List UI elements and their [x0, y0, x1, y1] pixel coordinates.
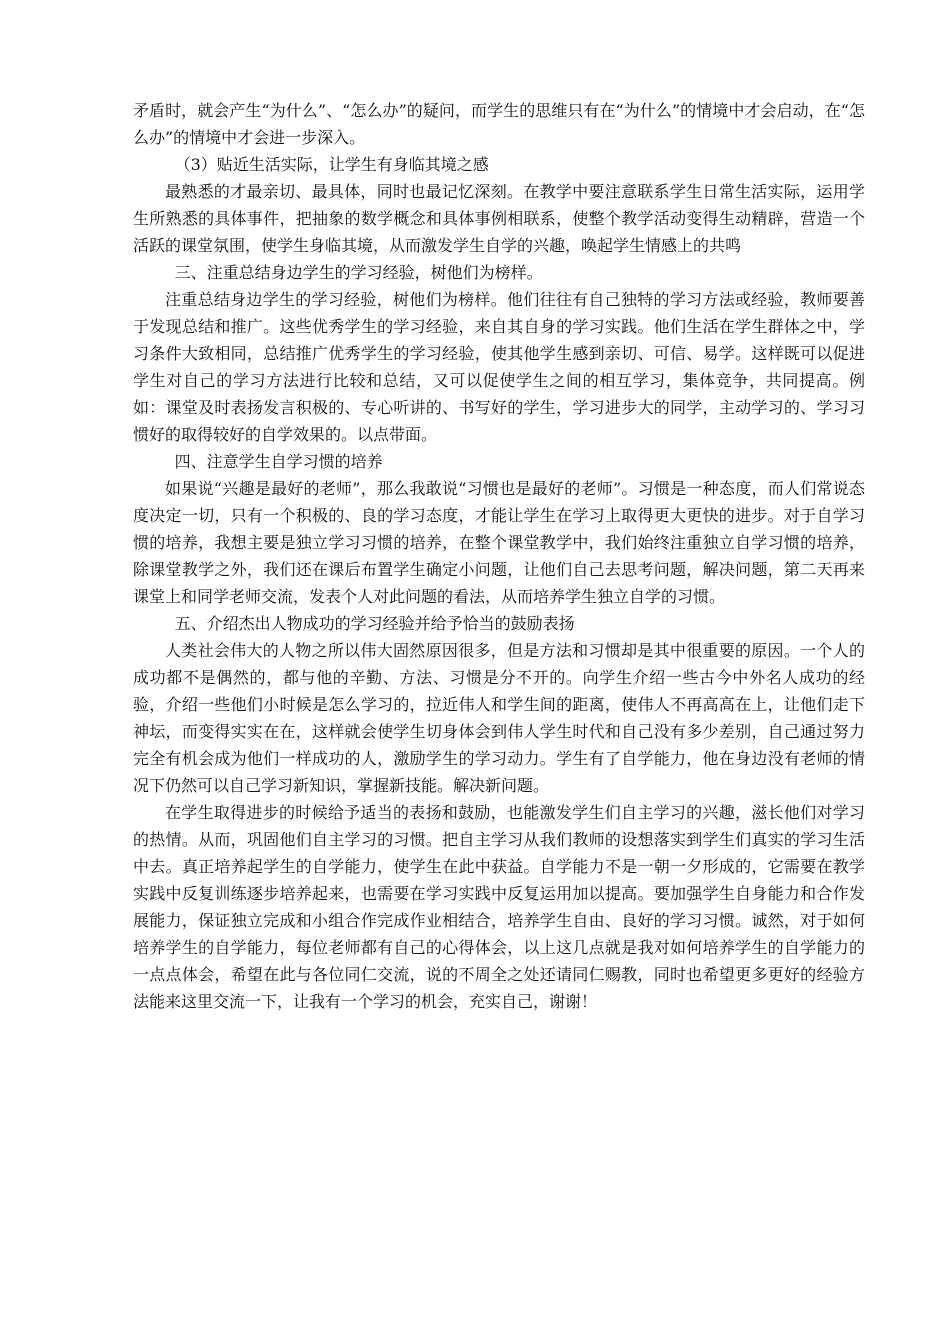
paragraph-section-three: 注重总结身边学生的学习经验，树他们为榜样。他们往往有自己独特的学习方法或经验，教师要善于发现总结和推广。这些优秀学生的学习经验，来自其自身的学习实践。他们生活在学生群体之中，学习条件大致相同，总结推广优秀学生的学习经验，使其他学生感到亲切、可信、易学。这样既可以促进学生对自己的学习方法进行比较和总结，又可以促使学生之间的相互学习，集体竞争，共同提高。例如：课堂及时表扬发言积极的、专心听讲的、书写好的学生，学习进步大的同学，主动学习的、学习习惯好的取得较好的自学效果的。以点带面。 — [133, 290, 865, 444]
subheading-life-reality: （3）贴近生活实际，让学生有身临其境之感 — [174, 155, 489, 174]
heading-section-four: 四、注意学生自学习惯的培养 — [174, 452, 383, 471]
paragraph-continuation: 矛盾时，就会产生“为什么”、“怎么办”的疑问，而学生的思维只有在“为什么”的情境中才会启动，在“怎么办”的情境中才会进一步深入。 — [133, 101, 865, 147]
paragraph-conclusion: 在学生取得进步的时候给予适当的表扬和鼓励，也能激发学生们自主学习的兴趣，滋长他们对学习的热情。从而，巩固他们自主学习的习惯。把自主学习从我们教师的设想落实到学生们真实的学习生活中去。真正培养起学生的自学能力，使学生在此中获益。自学能力不是一朝一夕形成的，它需要在教学实践中反复训练逐步培养起来，也需要在学习实践中反复运用加以提高。要加强学生自身能力和合作发展能力，保证独立完成和小组合作完成作业相结合，培养学生自由、良好的学习习惯。诚然，对于如何培养学生的自学能力，每位老师都有自己的心得体会，以上这几点就是我对如何培养学生的自学能力的一点点体会，希望在此与各位同仁交流，说的不周全之处还请同仁赐教，同时也希望更多更好的经验方法能来这里交流一下，让我有一个学习的机会，充实自己，谢谢！ — [133, 803, 865, 1011]
document-page — [133, 97, 865, 1015]
heading-section-five: 五、介绍杰出人物成功的学习经验并给予恰当的鼓励表扬 — [174, 614, 575, 633]
heading-section-three: 三、注重总结身边学生的学习经验，树他们为榜样。 — [174, 263, 543, 282]
paragraph-section-five: 人类社会伟大的人物之所以伟大固然原因很多，但是方法和习惯却是其中很重要的原因。一个人的成功都不是偶然的，都与他的辛勤、方法、习惯是分不开的。向学生介绍一些古今中外名人成功的经验，介绍一些他们小时候是怎么学习的，拉近伟人和学生间的距离，使伟人不再高高在上，让他们走下神坛，而变得实实在在，这样就会使学生切身体会到伟人学生时代和自己没有多少差别，自己通过努力完全有机会成为他们一样成功的人，激励学生的学习动力。学生有了自学能力，他在身边没有老师的情况下仍然可以自己学习新知识，掌握新技能。解决新问题。 — [133, 641, 865, 795]
paragraph-section-four: 如果说“兴趣是最好的老师”，那么我敢说“习惯也是最好的老师”。习惯是一种态度，而人们常说态度决定一切，只有一个积极的、良的学习态度，才能让学生在学习上取得更大更快的进步。对于自学习惯的培养，我想主要是独立学习习惯的培养，在整个课堂教学中，我们始终注重独立自学习惯的培养，除课堂教学之外，我们还在课后布置学生确定小问题，让他们自己去思考问题，解决问题，第二天再来课堂上和同学老师交流，发表个人对此问题的看法，从而培养学生独立自学的习惯。 — [133, 479, 865, 606]
paragraph-life-reality: 最熟悉的才最亲切、最具体，同时也最记忆深刻。在教学中要注意联系学生日常生活实际，运用学生所熟悉的具体事件，把抽象的数学概念和具体事例相联系，使整个教学活动变得生动精辟，营造一个活跃的课堂氛围，使学生身临其境，从而激发学生自学的兴趣，唤起学生情感上的共鸣 — [133, 182, 865, 255]
